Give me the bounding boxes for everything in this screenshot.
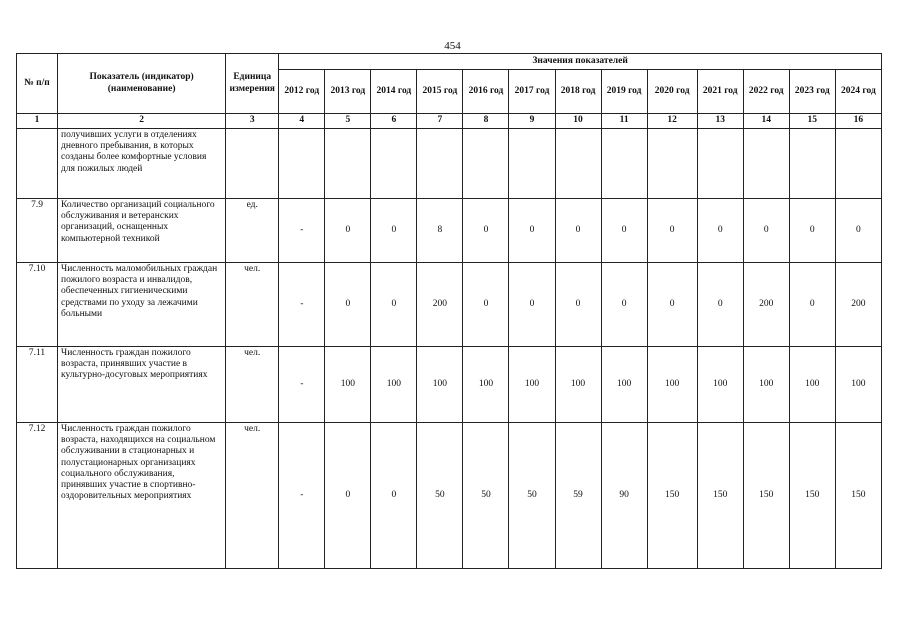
column-number: 14 <box>743 114 789 129</box>
column-number: 13 <box>697 114 743 129</box>
value-cell: 50 <box>509 423 555 569</box>
value-cell: 0 <box>647 199 697 263</box>
value-cell: 0 <box>789 199 835 263</box>
value-cell: 50 <box>417 423 463 569</box>
value-cell: 0 <box>697 199 743 263</box>
indicator-name: получивших услуги в отделениях дневного пребывания, в которых созданы более комфортные условия для пожилых людей <box>58 129 226 199</box>
value-cell <box>509 129 555 199</box>
value-cell: 150 <box>647 423 697 569</box>
value-cell <box>463 129 509 199</box>
value-cell <box>789 129 835 199</box>
value-cell: 0 <box>325 199 371 263</box>
value-cell: 100 <box>697 347 743 423</box>
value-cell: 100 <box>371 347 417 423</box>
value-cell: 0 <box>697 263 743 347</box>
indicators-table <box>16 53 882 569</box>
indicator-name: Численность маломобильных граждан пожилого возраста и инвалидов, обеспеченных гигиеническими средствами по уходу за лежачими больными <box>58 263 226 347</box>
value-cell: 200 <box>835 263 881 347</box>
value-cell: 100 <box>647 347 697 423</box>
table-row <box>17 199 882 263</box>
column-number: 8 <box>463 114 509 129</box>
header-year: 2020 год <box>647 70 697 114</box>
value-cell <box>417 129 463 199</box>
value-cell: 100 <box>601 347 647 423</box>
header-year: 2018 год <box>555 70 601 114</box>
value-cell: 0 <box>647 263 697 347</box>
value-cell: 0 <box>371 199 417 263</box>
value-cell: 150 <box>789 423 835 569</box>
header-year: 2015 год <box>417 70 463 114</box>
table-row <box>17 347 882 423</box>
value-cell: 0 <box>509 263 555 347</box>
unit-cell: чел. <box>226 263 279 347</box>
header-year: 2024 год <box>835 70 881 114</box>
value-cell <box>371 129 417 199</box>
value-cell: - <box>279 263 325 347</box>
column-number: 6 <box>371 114 417 129</box>
header-year: 2023 год <box>789 70 835 114</box>
table-row <box>17 423 882 569</box>
row-number: 7.9 <box>17 199 58 263</box>
value-cell: 100 <box>835 347 881 423</box>
value-cell <box>279 129 325 199</box>
value-cell: - <box>279 347 325 423</box>
value-cell: 100 <box>463 347 509 423</box>
value-cell: 100 <box>509 347 555 423</box>
value-cell: 150 <box>697 423 743 569</box>
value-cell <box>601 129 647 199</box>
value-cell: 200 <box>743 263 789 347</box>
value-cell: 90 <box>601 423 647 569</box>
row-number: 7.10 <box>17 263 58 347</box>
column-number: 16 <box>835 114 881 129</box>
column-number: 3 <box>226 114 279 129</box>
column-number: 2 <box>58 114 226 129</box>
indicator-name: Количество организаций социального обслуживания и ветеранских организаций, оснащенных компьютерной техникой <box>58 199 226 263</box>
value-cell: 59 <box>555 423 601 569</box>
header-year: 2013 год <box>325 70 371 114</box>
column-number: 1 <box>17 114 58 129</box>
value-cell: 0 <box>555 263 601 347</box>
row-number: 7.11 <box>17 347 58 423</box>
value-cell: 0 <box>555 199 601 263</box>
value-cell: 0 <box>743 199 789 263</box>
column-number: 10 <box>555 114 601 129</box>
table-header-row <box>17 54 882 70</box>
value-cell: 100 <box>789 347 835 423</box>
column-number: 7 <box>417 114 463 129</box>
row-number: 7.12 <box>17 423 58 569</box>
value-cell: 0 <box>371 263 417 347</box>
value-cell: 150 <box>743 423 789 569</box>
column-number-row <box>17 114 882 129</box>
header-year: 2021 год <box>697 70 743 114</box>
value-cell: 100 <box>555 347 601 423</box>
value-cell <box>697 129 743 199</box>
value-cell: 0 <box>325 263 371 347</box>
header-year: 2014 год <box>371 70 417 114</box>
row-number <box>17 129 58 199</box>
value-cell: 0 <box>789 263 835 347</box>
header-year: 2016 год <box>463 70 509 114</box>
value-cell: - <box>279 423 325 569</box>
column-number: 4 <box>279 114 325 129</box>
value-cell: 0 <box>463 199 509 263</box>
value-cell: 0 <box>601 199 647 263</box>
header-year: 2017 год <box>509 70 555 114</box>
value-cell: 100 <box>325 347 371 423</box>
value-cell: 0 <box>509 199 555 263</box>
value-cell <box>743 129 789 199</box>
indicator-name: Численность граждан пожилого возраста, принявших участие в культурно-досуговых мероприятиях <box>58 347 226 423</box>
column-number: 11 <box>601 114 647 129</box>
indicator-name: Численность граждан пожилого возраста, находящихся на социальном обслуживании в стационарных и полустационарных организациях социального обслуживания, принявших участие в спортивно-оздоровительных мероприятиях <box>58 423 226 569</box>
column-number: 15 <box>789 114 835 129</box>
unit-cell: чел. <box>226 347 279 423</box>
value-cell: 150 <box>835 423 881 569</box>
value-cell: 0 <box>835 199 881 263</box>
value-cell: 200 <box>417 263 463 347</box>
value-cell: 0 <box>463 263 509 347</box>
column-number: 12 <box>647 114 697 129</box>
header-unit: Единица измерения <box>226 54 279 114</box>
value-cell: 0 <box>325 423 371 569</box>
unit-cell <box>226 129 279 199</box>
column-number: 5 <box>325 114 371 129</box>
value-cell: 50 <box>463 423 509 569</box>
value-cell: 100 <box>743 347 789 423</box>
value-cell: - <box>279 199 325 263</box>
header-year: 2019 год <box>601 70 647 114</box>
value-cell <box>835 129 881 199</box>
value-cell: 8 <box>417 199 463 263</box>
header-values: Значения показателей <box>279 54 882 70</box>
page-number: 454 <box>444 40 461 52</box>
value-cell: 0 <box>601 263 647 347</box>
header-num: № п/п <box>17 54 58 114</box>
unit-cell: ед. <box>226 199 279 263</box>
header-year: 2012 год <box>279 70 325 114</box>
unit-cell: чел. <box>226 423 279 569</box>
table-body <box>17 129 882 569</box>
header-year: 2022 год <box>743 70 789 114</box>
column-number: 9 <box>509 114 555 129</box>
value-cell <box>325 129 371 199</box>
value-cell <box>555 129 601 199</box>
value-cell: 0 <box>371 423 417 569</box>
header-indicator: Показатель (индикатор) (наименование) <box>58 54 226 114</box>
value-cell <box>647 129 697 199</box>
table-row <box>17 263 882 347</box>
value-cell: 100 <box>417 347 463 423</box>
table-row <box>17 129 882 199</box>
